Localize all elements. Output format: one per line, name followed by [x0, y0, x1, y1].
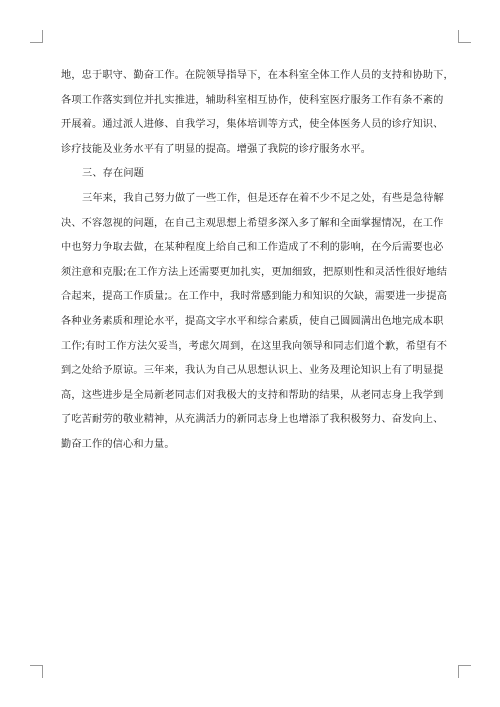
paragraph-line: 诊疗技能及业务水平有了明显的提高。增强了我院的诊疗服务水平。	[61, 143, 372, 155]
crop-mark-bottom-left	[30, 665, 43, 678]
paragraph-line: 决、不容忽视的问题，在自己主观思想上希望多深入多了解和全面掌握情况，在工作	[61, 217, 444, 229]
paragraph-line: 中也努力争取去做，在某种程度上给自己和工作造成了不利的影响，在今后需要也必	[61, 242, 444, 254]
section-heading: 三、存在问题	[82, 168, 145, 180]
paragraph-line: 了吃苦耐劳的敬业精神，从充满活力的新同志身上也增添了我积极努力、奋发向上、	[61, 414, 444, 426]
paragraph-line: 三年来，我自己努力做了一些工作，但是还存在着不少不足之处，有些是急待解	[82, 192, 444, 204]
paragraph-line: 合起来，提高工作质量;。在工作中，我时常感到能力和知识的欠缺，需要进一步提高	[61, 291, 448, 303]
crop-mark-top-left	[30, 30, 43, 43]
document-body	[61, 64, 454, 458]
paragraph-line: 各种业务素质和理论水平，提高文字水平和综合素质，使自己圆圆满出色地完成本职	[61, 315, 444, 327]
paragraph-line: 各项工作落实到位并扎实推进，辅助科室相互协作，使科室医疗服务工作有条不紊的	[61, 94, 444, 106]
paragraph-2	[61, 187, 448, 458]
paragraph-line: 高，这些进步是全局新老同志们对我极大的支持和帮助的结果，从老同志身上我学到	[61, 389, 444, 401]
paragraph-line: 须注意和克服;在工作方法上还需要更加扎实，更加细致，把原则性和灵活性很好地结	[61, 266, 448, 278]
crop-mark-top-right	[458, 30, 471, 43]
paragraph-line: 开展着。通过派人进修、自我学习，集体培训等方式，使全体医务人员的诊疗知识、	[61, 119, 444, 131]
crop-mark-bottom-right	[458, 665, 471, 678]
paragraph-line: 工作;有时工作方法欠妥当，考虑欠周到，在这里我向领导和同志们道个歉，希望有不	[61, 340, 448, 352]
paragraph-line: 到之处给予原谅。三年来，我认为自己从思想认识上、业务及理论知识上有了明显提	[61, 365, 444, 377]
paragraph-line: 地，忠于职守、勤奋工作。在院领导指导下，在本科室全体工作人员的支持和协助下，	[61, 70, 454, 81]
paragraph-line: 勤奋工作的信心和力量。	[61, 438, 175, 450]
paragraph-1	[61, 64, 454, 162]
